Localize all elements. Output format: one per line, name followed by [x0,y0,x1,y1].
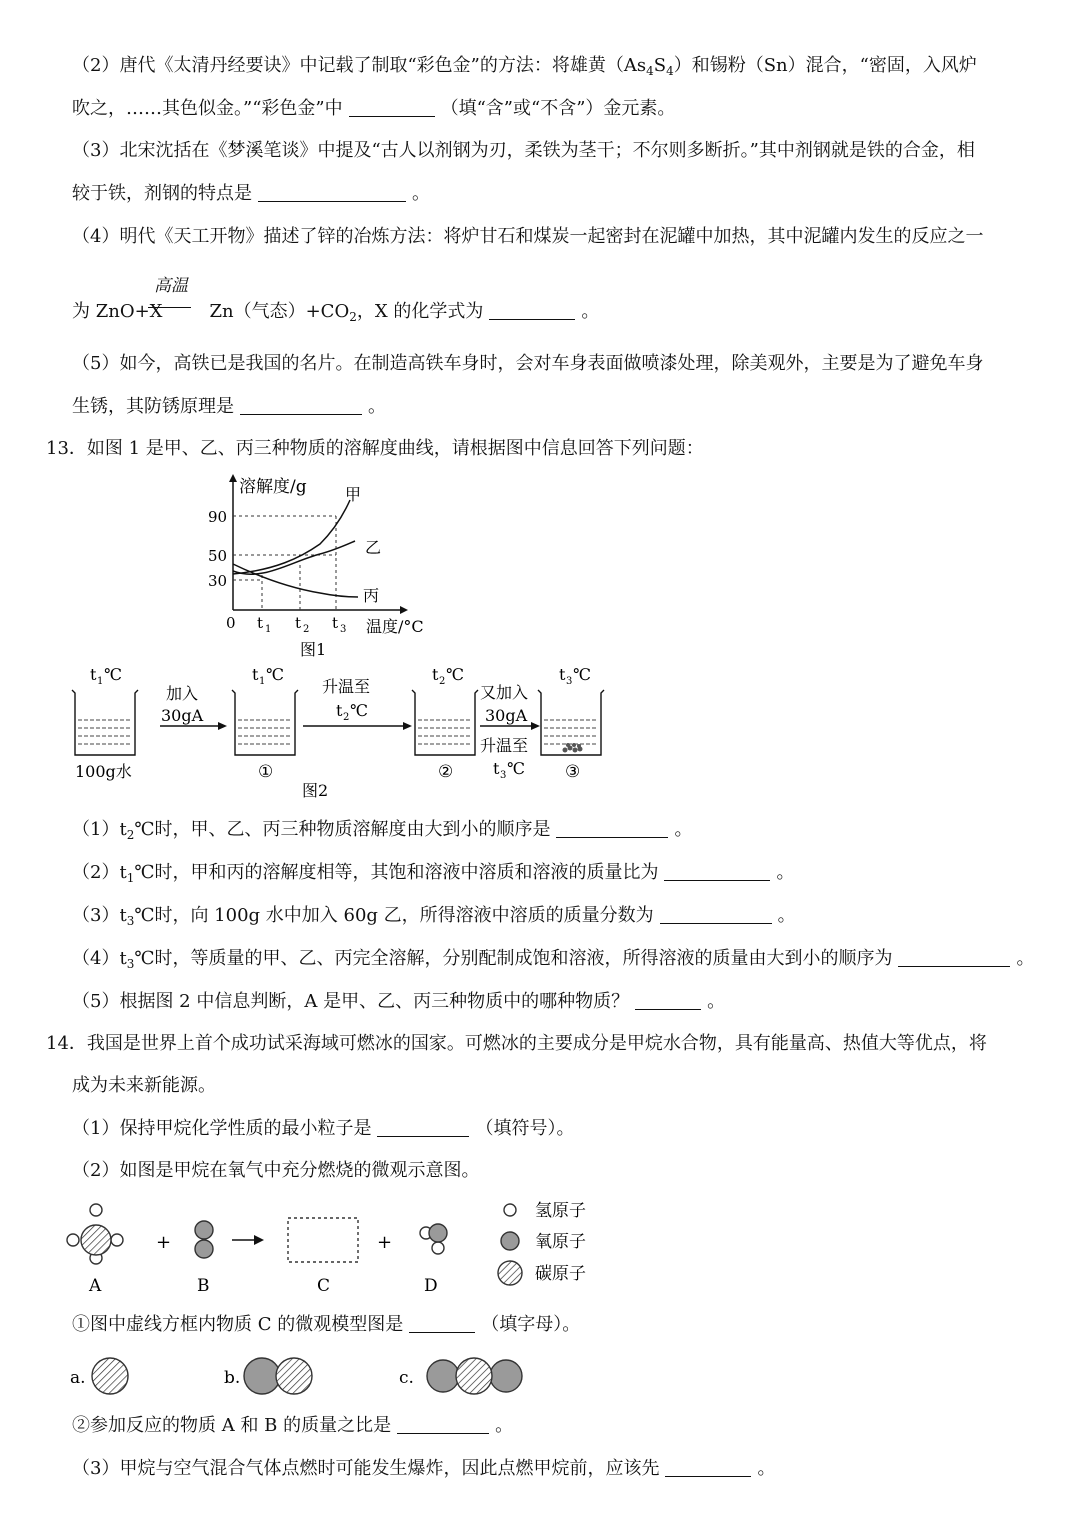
svg-text:t: t [493,759,500,778]
answer-blank[interactable] [556,819,668,838]
q13-stem: 13．如图 1 是甲、乙、丙三种物质的溶解度曲线，请根据图中信息回答下列问题： [46,438,704,459]
answer-blank[interactable] [349,98,435,117]
reaction-diagram [60,1196,620,1306]
q12-p5-line2: 生锈，其防锈原理是 。 [72,396,386,417]
process-figure [60,660,620,805]
curve-jia [233,500,350,574]
svg-text:升温至: 升温至 [480,736,529,755]
svg-text:③: ③ [565,762,581,782]
molecule-D [420,1224,447,1254]
svg-text:30gA: 30gA [161,706,204,725]
legend-oxygen: 氧原子 [535,1232,586,1252]
tick-t1-sub: 1 [265,624,272,635]
tick-t2-sub: 2 [303,624,310,635]
q14-stem-line2: 成为未来新能源。 [72,1075,216,1096]
svg-text:3: 3 [500,770,507,781]
svg-text:t: t [90,665,97,684]
q12-p2-line1: （2）唐代《太清丹经要诀》中记载了制取“彩色金”的方法：将雄黄$(As_4S_4)$和锡粉（Sn）混合，“密固，入风炉 [72,55,977,78]
svg-text:3: 3 [566,676,573,687]
q13-q5: （5）根据图 2 中信息判断，A 是甲、乙、丙三种物质中的哪种物质？ 。 [72,991,726,1012]
answer-blank[interactable] [664,862,770,881]
svg-text:℃: ℃ [350,701,368,720]
svg-text:30gA: 30gA [485,706,528,725]
svg-text:100g水: 100g水 [75,762,132,781]
q12-p4-equation: 为 ZnO+X Zn（气态）$+CO_2$，X 的化学式为 。 [72,301,600,324]
answer-blank[interactable] [635,991,701,1010]
svg-text:2: 2 [439,676,446,687]
svg-text:℃: ℃ [104,665,122,684]
option-a: a. [70,1368,86,1388]
y-axis-arrow [229,474,237,482]
option-models [60,1350,540,1404]
q14-q1: （1）保持甲烷化学性质的最小粒子是 （填符号）。 [72,1118,575,1139]
answer-blank[interactable] [258,183,406,202]
svg-text:t: t [252,665,259,684]
q12-p3-line2: 较于铁，剂钢的特点是 。 [72,183,430,204]
answer-blank[interactable] [397,1415,489,1434]
answer-blank[interactable] [240,396,362,415]
svg-text:t: t [559,665,566,684]
molecule-B [195,1221,213,1258]
answer-blank[interactable] [377,1118,469,1137]
svg-text:又加入: 又加入 [480,683,529,702]
curve-yi [233,541,355,574]
svg-text:℃: ℃ [446,665,464,684]
beaker-3 [538,690,604,755]
svg-text:+: + [156,1232,172,1253]
svg-text:C: C [317,1276,331,1296]
reaction-condition: 高温 [154,276,188,296]
figure2-caption: 图2 [302,781,329,800]
tick-30: 30 [208,572,228,590]
q12-p2-line2: 吹之，……其色似金。”“彩色金”中 （填“含”或“不含”）金元素。 [72,98,676,119]
tick-90: 90 [208,508,228,526]
option-b-c [276,1358,312,1394]
svg-text:加入: 加入 [166,684,199,703]
q14-q2: （2）如图是甲烷在氧气中充分燃烧的微观示意图。 [72,1160,480,1181]
q13-q3: $(3)t_3℃$时，向 100g 水中加入 60g 乙，所得溶液中溶质的质量分数为 。 [72,905,796,928]
svg-text:t: t [336,701,343,720]
figure1-caption: 图1 [300,640,327,659]
q14-q2a: ①图中虚线方框内物质 C 的微观模型图是 （填字母）。 [72,1314,581,1335]
svg-text:A: A [89,1276,102,1296]
svg-text:升温至: 升温至 [322,677,371,696]
svg-text:℃: ℃ [507,759,525,778]
q14-stem-line1: 14．我国是世界上首个成功试采海域可燃冰的国家。可燃冰的主要成分是甲烷水合物，具有能量高、热值大等优点，将 [46,1033,987,1054]
answer-blank[interactable] [409,1314,475,1333]
svg-text:℃: ℃ [266,665,284,684]
option-a-model [92,1358,128,1394]
curve-label-yi: 乙 [365,538,382,557]
q12-p4-line1: （4）明代《天工开物》描述了锌的冶炼方法：将炉甘石和煤炭一起密封在泥罐中加热，其中泥罐内发生的反应之一 [72,226,984,247]
option-b-o [244,1358,280,1394]
q14-q2b: ②参加反应的物质 A 和 B 的质量之比是 。 [72,1415,514,1436]
svg-text:②: ② [438,762,454,782]
legend [498,1204,522,1285]
answer-blank[interactable] [489,301,575,320]
q12-p5-line1: （5）如今，高铁已是我国的名片。在制造高铁车身时，会对车身表面做喷漆处理，除美观外，主要是为了避免车身 [72,353,984,374]
molecule-A [67,1204,123,1264]
q13-q4: $(4)t_3℃$时，等质量的甲、乙、丙完全溶解，分别配制成饱和溶液，所得溶液的质量由大到小的顺序为 。 [72,948,1035,971]
q14-q3: （3）甲烷与空气混合气体点燃时可能发生爆炸，因此点燃甲烷前，应该先 。 [72,1458,776,1479]
option-c: c. [399,1368,414,1388]
answer-blank[interactable] [660,905,772,924]
svg-text:t: t [432,665,439,684]
legend-carbon: 碳原子 [535,1264,586,1284]
x-axis-arrow [400,606,408,614]
curve-label-jia: 甲 [345,485,362,504]
svg-text:1: 1 [259,676,266,687]
svg-text:1: 1 [97,676,104,687]
option-c-o1 [427,1360,459,1392]
option-c-c [456,1358,492,1394]
svg-text:B: B [197,1276,210,1296]
curve-label-bing: 丙 [363,586,380,605]
beaker-0 [72,690,138,755]
q12-p3-line1: （3）北宋沈括在《梦溪笔谈》中提及“古人以剂钢为刃，柔铁为茎干；不尔则多断折。”其中剂钢就是铁的合金，相 [72,140,975,161]
legend-hydrogen: 氢原子 [535,1201,586,1221]
svg-text:℃: ℃ [573,665,591,684]
tick-50: 50 [208,547,228,565]
svg-text:D: D [424,1276,438,1296]
answer-blank[interactable] [898,948,1010,967]
beaker-2 [412,690,478,755]
answer-blank[interactable] [665,1458,751,1477]
y-axis-label: 溶解度/g [239,477,307,497]
beaker-1 [232,690,298,755]
q13-q1: $(1)t_2℃$时，甲、乙、丙三种物质溶解度由大到小的顺序是 。 [72,819,693,842]
product-box-C [288,1218,358,1262]
svg-text:①: ① [258,762,274,782]
q13-q2: $(2)t_1℃$时，甲和丙的溶解度相等，其饱和溶液中溶质和溶液的质量比为 。 [72,862,795,885]
solubility-chart [200,470,460,665]
option-b: b. [224,1368,241,1388]
svg-text:2: 2 [343,712,350,723]
tick-t3-sub: 3 [340,624,347,635]
tick-t1: t [257,614,264,632]
tick-t2: t [295,614,302,632]
svg-text:+: + [377,1232,393,1253]
x-axis-label: 温度/°C [366,617,424,636]
tick-t3: t [332,614,339,632]
tick-origin: 0 [226,614,236,632]
option-c-o2 [490,1360,522,1392]
